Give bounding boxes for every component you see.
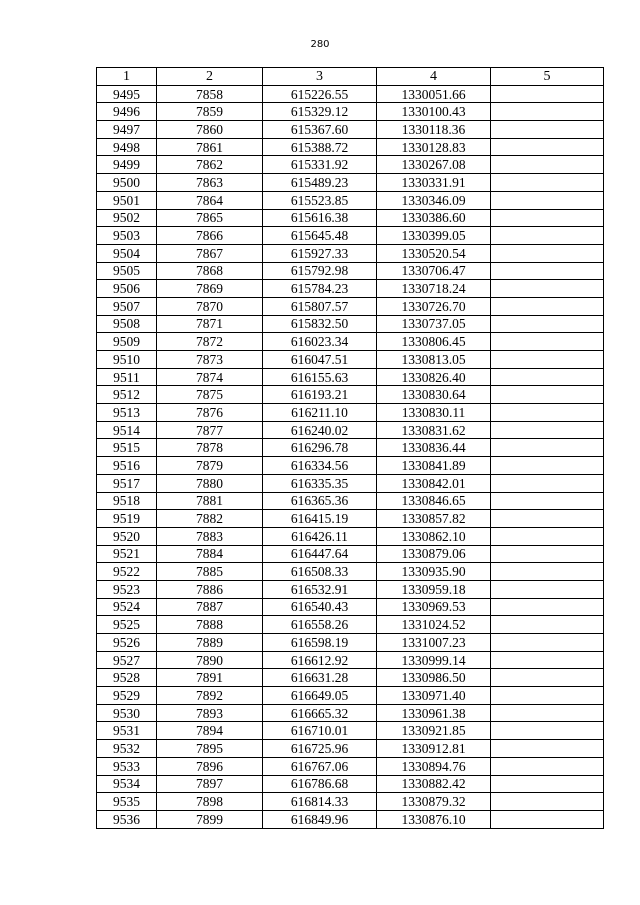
x-coordinate-cell: 616211.10 bbox=[263, 404, 377, 422]
table-row bbox=[97, 386, 604, 404]
y-coordinate-cell: 1330882.42 bbox=[377, 775, 491, 793]
note-cell bbox=[491, 474, 604, 492]
table-row bbox=[97, 527, 604, 545]
note-cell bbox=[491, 421, 604, 439]
note-cell bbox=[491, 262, 604, 280]
table-row bbox=[97, 227, 604, 245]
y-coordinate-cell: 1330986.50 bbox=[377, 669, 491, 687]
x-coordinate-cell: 616612.92 bbox=[263, 651, 377, 669]
x-coordinate-cell: 616365.36 bbox=[263, 492, 377, 510]
table-row bbox=[97, 810, 604, 828]
point-number-cell: 9521 bbox=[97, 545, 157, 563]
vertex-number-cell: 7897 bbox=[157, 775, 263, 793]
table-row bbox=[97, 757, 604, 775]
point-number-cell: 9533 bbox=[97, 757, 157, 775]
point-number-cell: 9528 bbox=[97, 669, 157, 687]
table-row bbox=[97, 598, 604, 616]
note-cell bbox=[491, 598, 604, 616]
point-number-cell: 9495 bbox=[97, 85, 157, 103]
note-cell bbox=[491, 244, 604, 262]
vertex-number-cell: 7887 bbox=[157, 598, 263, 616]
note-cell bbox=[491, 580, 604, 598]
point-number-cell: 9510 bbox=[97, 351, 157, 369]
x-coordinate-cell: 616631.28 bbox=[263, 669, 377, 687]
note-cell bbox=[491, 527, 604, 545]
table-row bbox=[97, 315, 604, 333]
x-coordinate-cell: 616558.26 bbox=[263, 616, 377, 634]
x-coordinate-cell: 616296.78 bbox=[263, 439, 377, 457]
x-coordinate-cell: 616598.19 bbox=[263, 634, 377, 652]
x-coordinate-cell: 616814.33 bbox=[263, 793, 377, 811]
vertex-number-cell: 7883 bbox=[157, 527, 263, 545]
x-coordinate-cell: 615388.72 bbox=[263, 138, 377, 156]
table-row bbox=[97, 280, 604, 298]
note-cell bbox=[491, 315, 604, 333]
y-coordinate-cell: 1330842.01 bbox=[377, 474, 491, 492]
x-coordinate-cell: 616415.19 bbox=[263, 510, 377, 528]
vertex-number-cell: 7895 bbox=[157, 740, 263, 758]
point-number-cell: 9522 bbox=[97, 563, 157, 581]
table-row bbox=[97, 351, 604, 369]
y-coordinate-cell: 1330346.09 bbox=[377, 191, 491, 209]
table-row bbox=[97, 156, 604, 174]
point-number-cell: 9511 bbox=[97, 368, 157, 386]
y-coordinate-cell: 1331007.23 bbox=[377, 634, 491, 652]
table-row bbox=[97, 510, 604, 528]
x-coordinate-cell: 615792.98 bbox=[263, 262, 377, 280]
y-coordinate-cell: 1330999.14 bbox=[377, 651, 491, 669]
column-header-2: 2 bbox=[157, 68, 263, 86]
table-row bbox=[97, 651, 604, 669]
vertex-number-cell: 7861 bbox=[157, 138, 263, 156]
point-number-cell: 9514 bbox=[97, 421, 157, 439]
y-coordinate-cell: 1330331.91 bbox=[377, 174, 491, 192]
point-number-cell: 9523 bbox=[97, 580, 157, 598]
vertex-number-cell: 7872 bbox=[157, 333, 263, 351]
point-number-cell: 9518 bbox=[97, 492, 157, 510]
note-cell bbox=[491, 280, 604, 298]
point-number-cell: 9506 bbox=[97, 280, 157, 298]
table-header bbox=[97, 68, 604, 86]
table-row bbox=[97, 669, 604, 687]
y-coordinate-cell: 1330267.08 bbox=[377, 156, 491, 174]
y-coordinate-cell: 1330971.40 bbox=[377, 687, 491, 705]
table-row bbox=[97, 492, 604, 510]
vertex-number-cell: 7884 bbox=[157, 545, 263, 563]
vertex-number-cell: 7858 bbox=[157, 85, 263, 103]
point-number-cell: 9496 bbox=[97, 103, 157, 121]
table-row bbox=[97, 474, 604, 492]
table-row bbox=[97, 687, 604, 705]
vertex-number-cell: 7888 bbox=[157, 616, 263, 634]
note-cell bbox=[491, 85, 604, 103]
note-cell bbox=[491, 687, 604, 705]
x-coordinate-cell: 615331.92 bbox=[263, 156, 377, 174]
x-coordinate-cell: 616649.05 bbox=[263, 687, 377, 705]
y-coordinate-cell: 1330718.24 bbox=[377, 280, 491, 298]
x-coordinate-cell: 616725.96 bbox=[263, 740, 377, 758]
x-coordinate-cell: 616240.02 bbox=[263, 421, 377, 439]
point-number-cell: 9497 bbox=[97, 121, 157, 139]
note-cell bbox=[491, 740, 604, 758]
header-row bbox=[97, 68, 604, 86]
table-row bbox=[97, 85, 604, 103]
x-coordinate-cell: 615832.50 bbox=[263, 315, 377, 333]
x-coordinate-cell: 615784.23 bbox=[263, 280, 377, 298]
y-coordinate-cell: 1330961.38 bbox=[377, 704, 491, 722]
table-row bbox=[97, 634, 604, 652]
x-coordinate-cell: 616532.91 bbox=[263, 580, 377, 598]
y-coordinate-cell: 1330813.05 bbox=[377, 351, 491, 369]
note-cell bbox=[491, 103, 604, 121]
table-row bbox=[97, 333, 604, 351]
point-number-cell: 9498 bbox=[97, 138, 157, 156]
coordinates-table bbox=[96, 67, 604, 829]
note-cell bbox=[491, 209, 604, 227]
note-cell bbox=[491, 669, 604, 687]
table-row bbox=[97, 580, 604, 598]
x-coordinate-cell: 616193.21 bbox=[263, 386, 377, 404]
point-number-cell: 9499 bbox=[97, 156, 157, 174]
point-number-cell: 9516 bbox=[97, 457, 157, 475]
vertex-number-cell: 7877 bbox=[157, 421, 263, 439]
point-number-cell: 9524 bbox=[97, 598, 157, 616]
y-coordinate-cell: 1331024.52 bbox=[377, 616, 491, 634]
x-coordinate-cell: 616023.34 bbox=[263, 333, 377, 351]
note-cell bbox=[491, 545, 604, 563]
note-cell bbox=[491, 492, 604, 510]
note-cell bbox=[491, 810, 604, 828]
x-coordinate-cell: 616447.64 bbox=[263, 545, 377, 563]
y-coordinate-cell: 1330830.64 bbox=[377, 386, 491, 404]
table-row bbox=[97, 545, 604, 563]
table-row bbox=[97, 103, 604, 121]
note-cell bbox=[491, 722, 604, 740]
x-coordinate-cell: 615489.23 bbox=[263, 174, 377, 192]
note-cell bbox=[491, 138, 604, 156]
vertex-number-cell: 7862 bbox=[157, 156, 263, 174]
vertex-number-cell: 7876 bbox=[157, 404, 263, 422]
y-coordinate-cell: 1330912.81 bbox=[377, 740, 491, 758]
y-coordinate-cell: 1330969.53 bbox=[377, 598, 491, 616]
vertex-number-cell: 7873 bbox=[157, 351, 263, 369]
column-header-4: 4 bbox=[377, 68, 491, 86]
x-coordinate-cell: 615616.38 bbox=[263, 209, 377, 227]
vertex-number-cell: 7899 bbox=[157, 810, 263, 828]
note-cell bbox=[491, 439, 604, 457]
table-row bbox=[97, 793, 604, 811]
point-number-cell: 9505 bbox=[97, 262, 157, 280]
table-row bbox=[97, 209, 604, 227]
point-number-cell: 9507 bbox=[97, 297, 157, 315]
y-coordinate-cell: 1330706.47 bbox=[377, 262, 491, 280]
x-coordinate-cell: 615645.48 bbox=[263, 227, 377, 245]
table-row bbox=[97, 244, 604, 262]
y-coordinate-cell: 1330876.10 bbox=[377, 810, 491, 828]
y-coordinate-cell: 1330836.44 bbox=[377, 439, 491, 457]
note-cell bbox=[491, 704, 604, 722]
x-coordinate-cell: 616767.06 bbox=[263, 757, 377, 775]
table-row bbox=[97, 174, 604, 192]
y-coordinate-cell: 1330128.83 bbox=[377, 138, 491, 156]
point-number-cell: 9529 bbox=[97, 687, 157, 705]
vertex-number-cell: 7859 bbox=[157, 103, 263, 121]
note-cell bbox=[491, 757, 604, 775]
y-coordinate-cell: 1330935.90 bbox=[377, 563, 491, 581]
y-coordinate-cell: 1330862.10 bbox=[377, 527, 491, 545]
note-cell bbox=[491, 386, 604, 404]
point-number-cell: 9532 bbox=[97, 740, 157, 758]
vertex-number-cell: 7863 bbox=[157, 174, 263, 192]
x-coordinate-cell: 616710.01 bbox=[263, 722, 377, 740]
table-row bbox=[97, 262, 604, 280]
note-cell bbox=[491, 651, 604, 669]
vertex-number-cell: 7871 bbox=[157, 315, 263, 333]
y-coordinate-cell: 1330399.05 bbox=[377, 227, 491, 245]
x-coordinate-cell: 616047.51 bbox=[263, 351, 377, 369]
table-row bbox=[97, 722, 604, 740]
table-row bbox=[97, 191, 604, 209]
vertex-number-cell: 7891 bbox=[157, 669, 263, 687]
table-row bbox=[97, 457, 604, 475]
column-header-3: 3 bbox=[263, 68, 377, 86]
x-coordinate-cell: 616426.11 bbox=[263, 527, 377, 545]
note-cell bbox=[491, 563, 604, 581]
note-cell bbox=[491, 297, 604, 315]
vertex-number-cell: 7878 bbox=[157, 439, 263, 457]
table-body bbox=[97, 85, 604, 828]
point-number-cell: 9512 bbox=[97, 386, 157, 404]
note-cell bbox=[491, 121, 604, 139]
point-number-cell: 9534 bbox=[97, 775, 157, 793]
point-number-cell: 9500 bbox=[97, 174, 157, 192]
vertex-number-cell: 7867 bbox=[157, 244, 263, 262]
point-number-cell: 9509 bbox=[97, 333, 157, 351]
vertex-number-cell: 7893 bbox=[157, 704, 263, 722]
page-number: 280 bbox=[310, 39, 330, 50]
y-coordinate-cell: 1330520.54 bbox=[377, 244, 491, 262]
x-coordinate-cell: 616540.43 bbox=[263, 598, 377, 616]
note-cell bbox=[491, 634, 604, 652]
x-coordinate-cell: 615523.85 bbox=[263, 191, 377, 209]
note-cell bbox=[491, 457, 604, 475]
note-cell bbox=[491, 793, 604, 811]
x-coordinate-cell: 615927.33 bbox=[263, 244, 377, 262]
point-number-cell: 9502 bbox=[97, 209, 157, 227]
table-row bbox=[97, 775, 604, 793]
vertex-number-cell: 7890 bbox=[157, 651, 263, 669]
vertex-number-cell: 7860 bbox=[157, 121, 263, 139]
vertex-number-cell: 7880 bbox=[157, 474, 263, 492]
table-row bbox=[97, 439, 604, 457]
point-number-cell: 9519 bbox=[97, 510, 157, 528]
point-number-cell: 9526 bbox=[97, 634, 157, 652]
y-coordinate-cell: 1330879.06 bbox=[377, 545, 491, 563]
table-row bbox=[97, 421, 604, 439]
y-coordinate-cell: 1330826.40 bbox=[377, 368, 491, 386]
table-row bbox=[97, 404, 604, 422]
y-coordinate-cell: 1330051.66 bbox=[377, 85, 491, 103]
table-row bbox=[97, 563, 604, 581]
note-cell bbox=[491, 333, 604, 351]
y-coordinate-cell: 1330831.62 bbox=[377, 421, 491, 439]
vertex-number-cell: 7879 bbox=[157, 457, 263, 475]
y-coordinate-cell: 1330959.18 bbox=[377, 580, 491, 598]
x-coordinate-cell: 616335.35 bbox=[263, 474, 377, 492]
vertex-number-cell: 7898 bbox=[157, 793, 263, 811]
table-row bbox=[97, 368, 604, 386]
point-number-cell: 9535 bbox=[97, 793, 157, 811]
x-coordinate-cell: 616155.63 bbox=[263, 368, 377, 386]
vertex-number-cell: 7875 bbox=[157, 386, 263, 404]
vertex-number-cell: 7881 bbox=[157, 492, 263, 510]
x-coordinate-cell: 615329.12 bbox=[263, 103, 377, 121]
point-number-cell: 9527 bbox=[97, 651, 157, 669]
y-coordinate-cell: 1330386.60 bbox=[377, 209, 491, 227]
note-cell bbox=[491, 775, 604, 793]
note-cell bbox=[491, 174, 604, 192]
note-cell bbox=[491, 510, 604, 528]
y-coordinate-cell: 1330846.65 bbox=[377, 492, 491, 510]
table-row bbox=[97, 704, 604, 722]
table-row bbox=[97, 297, 604, 315]
vertex-number-cell: 7894 bbox=[157, 722, 263, 740]
x-coordinate-cell: 615367.60 bbox=[263, 121, 377, 139]
x-coordinate-cell: 616334.56 bbox=[263, 457, 377, 475]
note-cell bbox=[491, 404, 604, 422]
x-coordinate-cell: 616665.32 bbox=[263, 704, 377, 722]
y-coordinate-cell: 1330894.76 bbox=[377, 757, 491, 775]
point-number-cell: 9525 bbox=[97, 616, 157, 634]
table-row bbox=[97, 121, 604, 139]
y-coordinate-cell: 1330100.43 bbox=[377, 103, 491, 121]
point-number-cell: 9504 bbox=[97, 244, 157, 262]
y-coordinate-cell: 1330737.05 bbox=[377, 315, 491, 333]
vertex-number-cell: 7892 bbox=[157, 687, 263, 705]
note-cell bbox=[491, 227, 604, 245]
note-cell bbox=[491, 368, 604, 386]
column-header-1: 1 bbox=[97, 68, 157, 86]
x-coordinate-cell: 616849.96 bbox=[263, 810, 377, 828]
point-number-cell: 9508 bbox=[97, 315, 157, 333]
y-coordinate-cell: 1330830.11 bbox=[377, 404, 491, 422]
point-number-cell: 9515 bbox=[97, 439, 157, 457]
note-cell bbox=[491, 156, 604, 174]
point-number-cell: 9513 bbox=[97, 404, 157, 422]
point-number-cell: 9530 bbox=[97, 704, 157, 722]
y-coordinate-cell: 1330857.82 bbox=[377, 510, 491, 528]
y-coordinate-cell: 1330806.45 bbox=[377, 333, 491, 351]
note-cell bbox=[491, 191, 604, 209]
point-number-cell: 9501 bbox=[97, 191, 157, 209]
y-coordinate-cell: 1330118.36 bbox=[377, 121, 491, 139]
x-coordinate-cell: 615226.55 bbox=[263, 85, 377, 103]
vertex-number-cell: 7869 bbox=[157, 280, 263, 298]
y-coordinate-cell: 1330879.32 bbox=[377, 793, 491, 811]
vertex-number-cell: 7864 bbox=[157, 191, 263, 209]
vertex-number-cell: 7882 bbox=[157, 510, 263, 528]
note-cell bbox=[491, 351, 604, 369]
x-coordinate-cell: 616786.68 bbox=[263, 775, 377, 793]
point-number-cell: 9517 bbox=[97, 474, 157, 492]
vertex-number-cell: 7866 bbox=[157, 227, 263, 245]
y-coordinate-cell: 1330726.70 bbox=[377, 297, 491, 315]
x-coordinate-cell: 615807.57 bbox=[263, 297, 377, 315]
vertex-number-cell: 7886 bbox=[157, 580, 263, 598]
y-coordinate-cell: 1330921.85 bbox=[377, 722, 491, 740]
vertex-number-cell: 7870 bbox=[157, 297, 263, 315]
vertex-number-cell: 7874 bbox=[157, 368, 263, 386]
point-number-cell: 9531 bbox=[97, 722, 157, 740]
vertex-number-cell: 7865 bbox=[157, 209, 263, 227]
vertex-number-cell: 7885 bbox=[157, 563, 263, 581]
table-row bbox=[97, 740, 604, 758]
table-row bbox=[97, 616, 604, 634]
column-header-5: 5 bbox=[491, 68, 604, 86]
x-coordinate-cell: 616508.33 bbox=[263, 563, 377, 581]
point-number-cell: 9503 bbox=[97, 227, 157, 245]
table-row bbox=[97, 138, 604, 156]
vertex-number-cell: 7868 bbox=[157, 262, 263, 280]
note-cell bbox=[491, 616, 604, 634]
point-number-cell: 9536 bbox=[97, 810, 157, 828]
vertex-number-cell: 7896 bbox=[157, 757, 263, 775]
point-number-cell: 9520 bbox=[97, 527, 157, 545]
y-coordinate-cell: 1330841.89 bbox=[377, 457, 491, 475]
vertex-number-cell: 7889 bbox=[157, 634, 263, 652]
